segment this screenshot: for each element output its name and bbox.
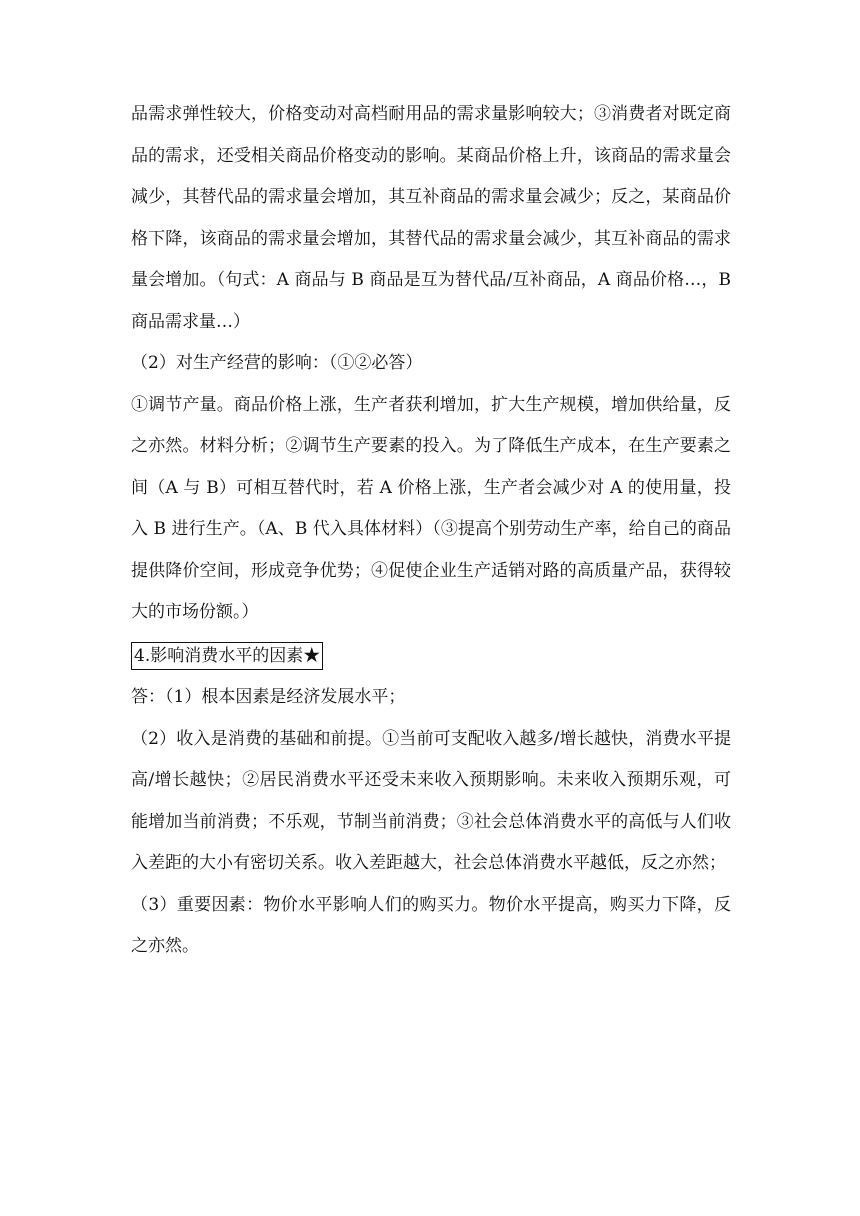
paragraph-income-factor: （2）收入是消费的基础和前提。①当前可支配收入越多/增长越快，消费水平提高/增长越快；②居民消费水平还受未来收入预期影响。未来收入预期乐观，可能增加当前消费；不乐观，节制当前消费；③社会总体消费水平的高低与人们收入差距的大小有密切关系。收入差距越大，社会总体消费水平越低，反之亦然； xyxy=(131,728,731,873)
paragraph-production-impact: ①调节产量。商品价格上涨，生产者获利增加，扩大生产规模，增加供给量，反之亦然。材料分析；②调节生产要素的投入。为了降低生产成本，在生产要素之间（A 与 B）可相互替代时，若 A 价格上涨，生产者会减少对 A 的使用量，投入 B 进行生产。（A、B 代入具体材料）（③提高个别劳动生产率，给自己的商品提供降价空间，形成竞争优势；④促使企业生产适销对路的高质量产品，获得较大的市场份额。） xyxy=(131,394,731,622)
document-body xyxy=(131,94,731,968)
section-heading-consumption-factors: 4.影响消费水平的因素★ xyxy=(131,642,323,670)
section-heading-wrap xyxy=(131,634,731,678)
paragraph-price-factor: （3）重要因素：物价水平影响人们的购买力。物价水平提高，购买力下降，反之亦然。 xyxy=(131,894,731,956)
paragraph-answer-root-factor: 答：（1）根本因素是经济发展水平； xyxy=(131,687,406,707)
paragraph-production-impact-heading: （2）对生产经营的影响：（①②必答） xyxy=(131,353,423,373)
paragraph-demand-elasticity: 品需求弹性较大，价格变动对高档耐用品的需求量影响较大；③消费者对既定商品的需求，还受相关商品价格变动的影响。某商品价格上升，该商品的需求量会减少，其替代品的需求量会增加，其互补商品的需求量会减少；反之，某商品价格下降，该商品的需求量会增加，其替代品的需求量会减少，其互补商品的需求量会增加。（句式：A 商品与 B 商品是互为替代品/互补商品，A 商品价格…，B 商品需求量…） xyxy=(131,104,731,332)
